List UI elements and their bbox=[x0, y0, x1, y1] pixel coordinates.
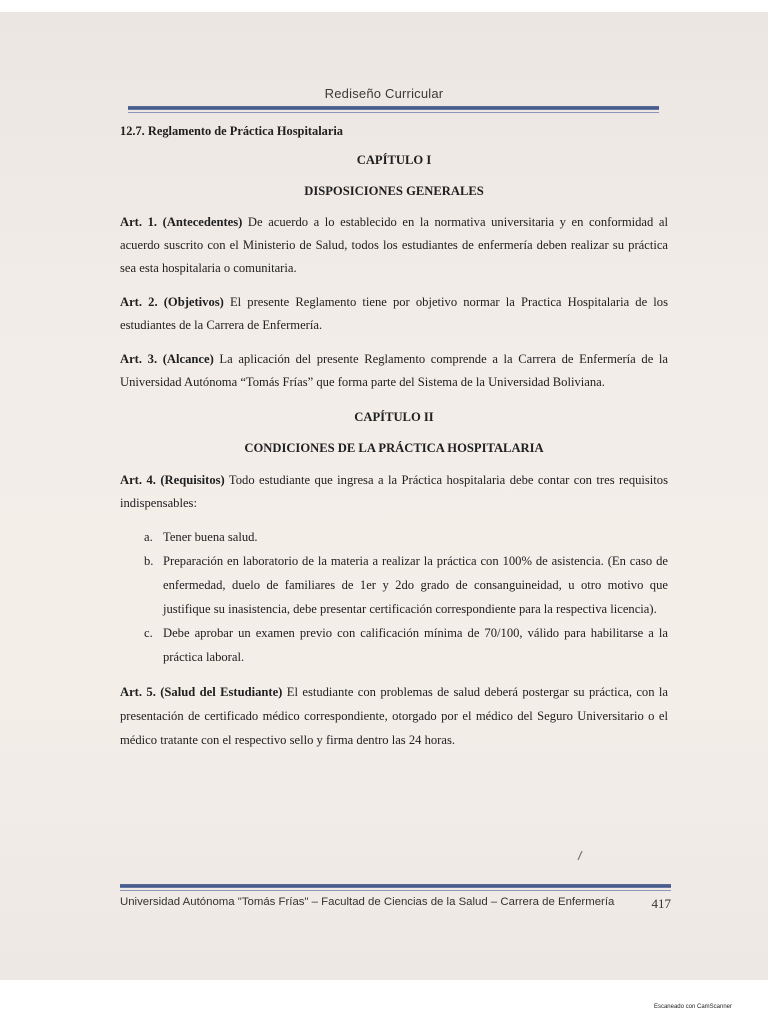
article-4-head: Art. 4. (Requisitos) bbox=[120, 473, 225, 487]
footer-rule bbox=[120, 884, 671, 888]
list-item bbox=[120, 525, 668, 549]
article-1 bbox=[120, 211, 668, 280]
article-1-text: De acuerdo a lo establecido en la normativa universitaria y en conformidad al acuerdo suscrito con el Ministerio de Salud, todos los estudiantes de enfermería deben realizar su práctica sea esta hospitalaria o comunitaria. bbox=[120, 215, 668, 275]
list-item bbox=[120, 621, 668, 669]
list-item-marker: b. bbox=[144, 554, 154, 568]
chapter-1-title: CAPÍTULO I bbox=[356, 153, 432, 167]
article-5-head: Art. 5. (Salud del Estudiante) bbox=[120, 685, 283, 699]
requirements-list bbox=[120, 525, 668, 669]
pen-mark-icon bbox=[577, 851, 583, 860]
page-number: 417 bbox=[651, 896, 671, 911]
chapter-1-subtitle: DISPOSICIONES GENERALES bbox=[304, 184, 484, 198]
list-item bbox=[120, 549, 668, 621]
chapter-2-title: CAPÍTULO II bbox=[354, 410, 434, 424]
document-body bbox=[120, 118, 668, 752]
section-title: 12.7. Reglamento de Práctica Hospitalaria bbox=[120, 124, 343, 138]
page-footer bbox=[120, 896, 671, 912]
article-5 bbox=[120, 680, 668, 752]
article-2-head: Art. 2. (Objetivos) bbox=[120, 295, 224, 309]
list-item-text: Preparación en laboratorio de la materia a realizar la práctica con 100% de asistencia. (En caso de enfermedad, duelo de familiares de 1er y 2do grado de consanguineidad, u otro motivo que justifique su inasistencia, debe presentar certificación correspondiente para la respectiva licencia). bbox=[163, 554, 668, 616]
article-5-text: El estudiante con problemas de salud deberá postergar su práctica, con la presentación de certificado médico correspondiente, otorgado por el médico del Seguro Universitario o el médico tratante con el respectivo sello y firma dentro las 24 horas. bbox=[120, 685, 668, 747]
article-3-text: La aplicación del presente Reglamento comprende a la Carrera de Enfermería de la Universidad Autónoma “Tomás Frías” que forma parte del Sistema de la Universidad Boliviana. bbox=[120, 352, 668, 389]
article-4 bbox=[120, 469, 668, 515]
footer-text: Universidad Autónoma "Tomás Frías" – Facultad de Ciencias de la Salud – Carrera de Enfermería bbox=[120, 896, 615, 908]
list-item-marker: a. bbox=[144, 530, 153, 544]
scanner-watermark: Escaneado con CamScanner bbox=[653, 1004, 732, 1010]
page-header-title: Rediseño Curricular bbox=[324, 86, 444, 101]
header-rule bbox=[128, 106, 659, 110]
header-rule-thin bbox=[128, 112, 659, 113]
list-item-marker: c. bbox=[144, 626, 153, 640]
article-3 bbox=[120, 348, 668, 394]
list-item-text: Debe aprobar un examen previo con calificación mínima de 70/100, válido para habilitarse a la práctica laboral. bbox=[163, 626, 668, 664]
footer-rule-thin bbox=[120, 890, 671, 891]
chapter-2-subtitle: CONDICIONES DE LA PRÁCTICA HOSPITALARIA bbox=[244, 441, 544, 455]
list-item-text: Tener buena salud. bbox=[163, 530, 258, 544]
article-2 bbox=[120, 291, 668, 337]
article-4-text: Todo estudiante que ingresa a la Práctica hospitalaria debe contar con tres requisitos indispensables: bbox=[120, 473, 669, 510]
article-3-head: Art. 3. (Alcance) bbox=[120, 352, 214, 366]
article-2-text: El presente Reglamento tiene por objetivo normar la Practica Hospitalaria de los estudiantes de la Carrera de Enfermería. bbox=[120, 295, 668, 332]
article-1-head: Art. 1. (Antecedentes) bbox=[120, 215, 243, 229]
